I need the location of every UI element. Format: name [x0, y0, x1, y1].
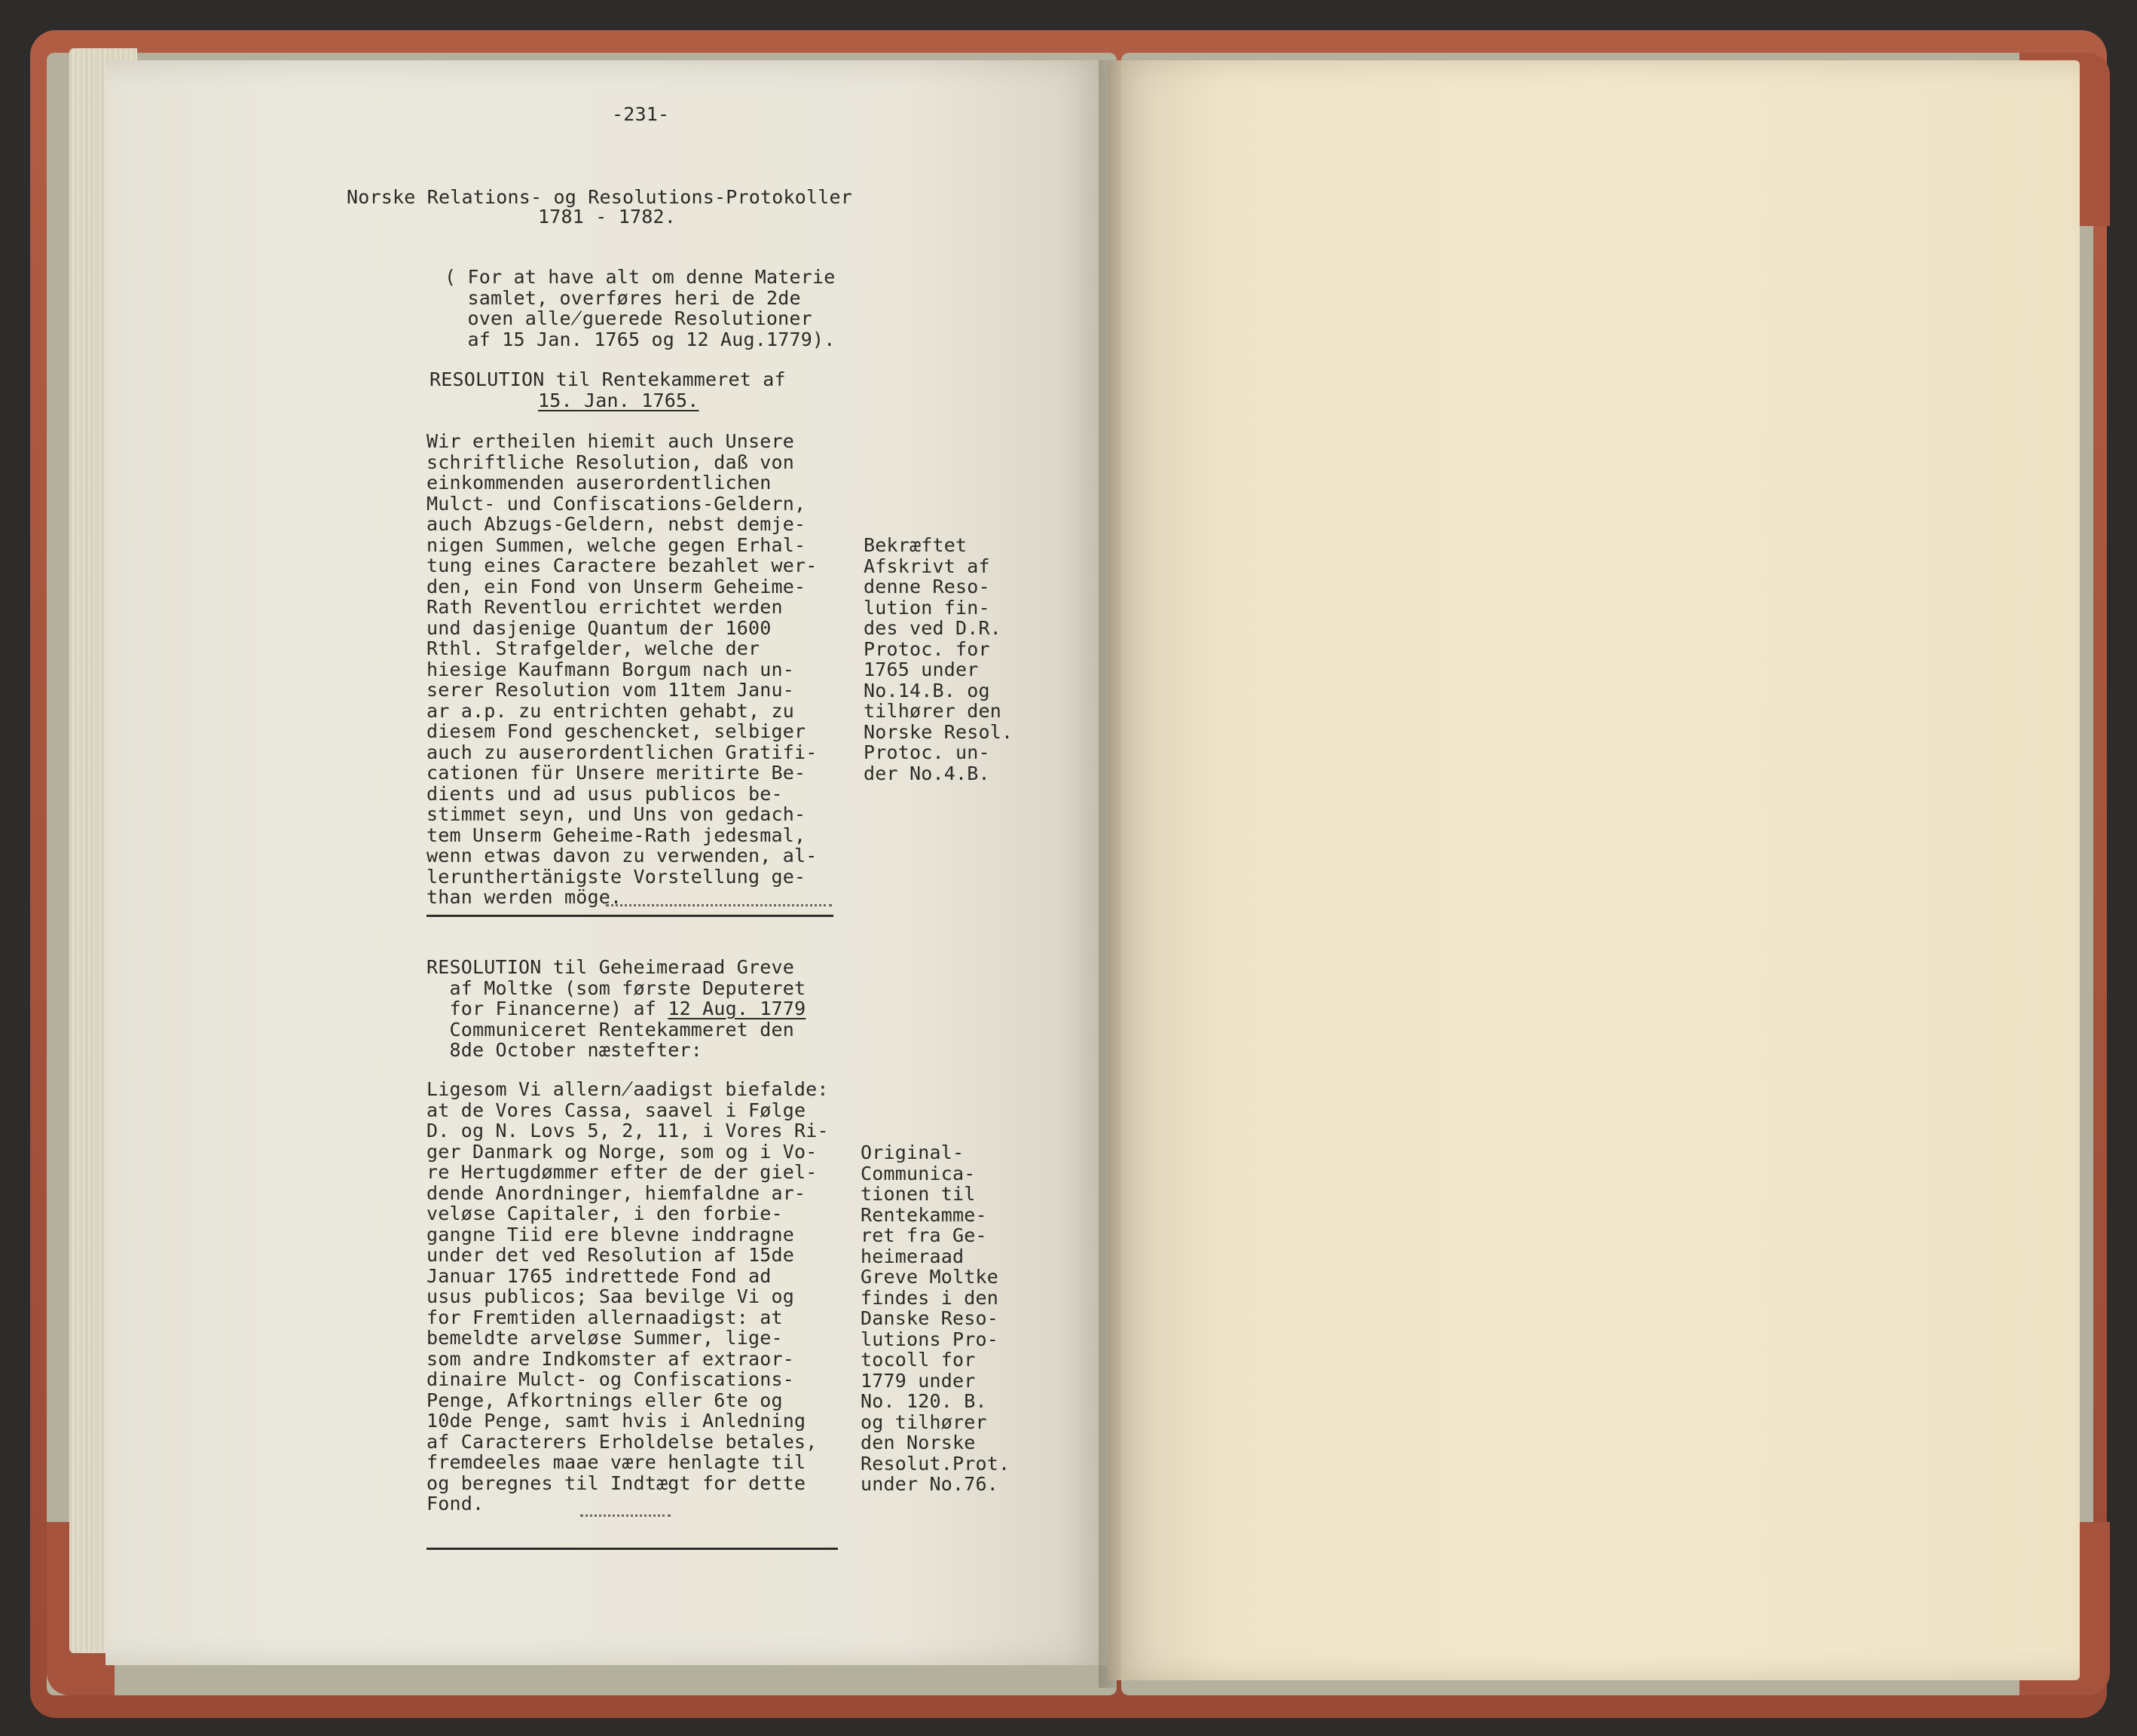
book	[30, 30, 2107, 1718]
separator-rule-1	[426, 915, 833, 917]
spine	[1099, 60, 1121, 1688]
separator-rule-2	[426, 1548, 838, 1550]
dotted-separator-1	[606, 904, 832, 906]
heading-line-1: Norske Relations- og Resolutions-Protokoller	[347, 186, 853, 208]
intro-note: ( For at have alt om denne Materie samlet, overføres heri de 2de oven alle̸guerede Resolutioner af 15 Jan. 1765 og 12 Aug.1779).	[445, 266, 836, 350]
resolution1-body: Wir ertheilen hiemit auch Unsere schriftliche Resolution, daß von einkommenden auserordentlichen Mulct- und Confiscations-Geldern, auch Abzugs-Geldern, nebst demje- nigen Summen, welche gegen Erhal- tung eines Caractere bezahlet wer- den, ein Fond von Unserm Geheime- Rath Reventlou errichtet werden und dasjenige Quantum der 1600 Rthl. Strafgelder, welche der hiesige Kaufmann Borgum nach un- serer Resolution vom 11tem Janu- ar a.p. zu entrichten gehabt, zu diesem Fond geschencket, selbiger auch zu auserordentlichen Gratifi- cationen für Unsere meritirte Be- dients und ad usus publicos be- stimmet seyn, und Uns von gedach- tem Unserm Geheime-Rath jedesmal, wenn etwas davon zu verwenden, al- lerunthertänigste Vorstellung ge- than werden möge.	[426, 430, 818, 908]
page-number: -231-	[612, 103, 670, 125]
dotted-separator-2	[580, 1514, 671, 1517]
right-page	[1108, 60, 2080, 1680]
resolution2-body: Ligesom Vi allern̸aadigst biefalde: at de Vores Cassa, saavel i Følge D. og N. Lovs 5, 2, 11, i Vores Ri- ger Danmark og Norge, som og i Vo- re Hertugdømmer efter de der giel- dende Anordninger, hiemfaldne ar- veløse Capitaler, i den forbie- gangne Tiid ere blevne inddragne under det ved Resolution af 15de Januar 1765 indrettede Fond ad usus publicos; Saa bevilge Vi og for Fremtiden allernaadigst: at bemeldte arveløse Summer, lige- som andre Indkomster af extraor- dinaire Mulct- og Confiscations- Penge, Afkortnings eller 6te og 10de Penge, samt hvis i Anledning af Caracterers Erholdelse betales, fremdeeles maae være henlagte til og beregnes til Indtægt for dette Fond.	[426, 1078, 829, 1514]
resolution1-title: RESOLUTION til Rentekammeret af	[430, 368, 786, 390]
heading-line-2: 1781 - 1782.	[538, 206, 677, 228]
resolution1-margin-note: Bekræftet Afskrivt af denne Reso- lution fin- des ved D.R. Protoc. for 1765 under No.14.B. og tilhører den Norske Resol. Protoc. un- der No.4.B.	[864, 534, 1013, 784]
resolution2-date: 12 Aug. 1779	[668, 998, 806, 1019]
resolution1-date: 15. Jan. 1765.	[538, 390, 699, 411]
resolution2-title: RESOLUTION til Geheimeraad Greve af Moltke (som første Deputeret for Financerne) af 12 Aug. 1779 Communiceret Rentekammeret den 8de October næstefter:	[426, 956, 806, 1061]
resolution2-margin-note: Original- Communica- tionen til Rentekamme- ret fra Ge- heimeraad Greve Moltke findes i den Danske Reso- lutions Pro- tocoll for 1779 under No. 120. B. og tilhører den Norske Resolut.Prot. under No.76.	[861, 1142, 1010, 1495]
